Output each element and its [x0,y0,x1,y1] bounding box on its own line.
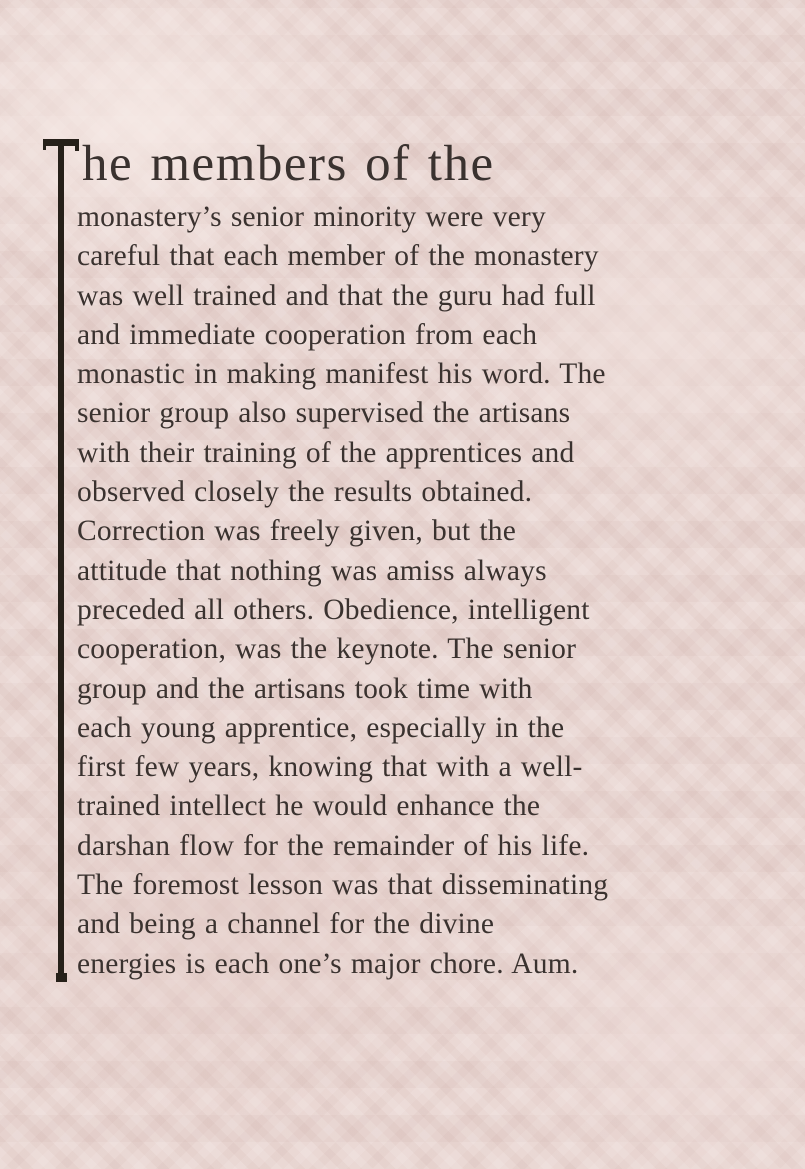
page-title: he members of the [82,136,495,192]
text-line: observed closely the results obtained. [77,476,533,509]
text-line: darshan flow for the remainder of his life. [77,829,590,862]
drop-cap-left-serif [43,139,46,150]
text-line: energies is each one’s major chore. Aum. [77,947,579,980]
text-line: careful that each member of the monastery [77,240,599,273]
drop-cap-foot [56,973,67,982]
text-line: monastery’s senior minority were very [77,201,546,233]
text-line: attitude that nothing was amiss always [77,554,547,587]
text-line: and being a channel for the divine [77,908,495,941]
body-text [77,198,608,984]
text-line: The foremost lesson was that disseminating [77,869,609,902]
text-line: senior group also supervised the artisans [77,397,571,430]
drop-cap-letter [0,0,1,1]
text-line: Correction was freely given, but the [77,515,517,548]
drop-cap-stem [58,139,64,982]
text-line: each young apprentice, especially in the [77,711,565,744]
text-line: cooperation, was the keynote. The senior [77,633,577,666]
text-line: preceded all others. Obedience, intelligent [77,593,590,626]
text-line: trained intellect he would enhance the [77,790,541,823]
text-line: group and the artisans took time with [77,672,533,705]
text-line: was well trained and that the guru had full [77,279,596,312]
text-line: with their training of the apprentices and [77,436,575,469]
text-line: monastic in making manifest his word. The [77,358,606,391]
drop-cap-right-serif [75,139,79,151]
text-line: first few years, knowing that with a well- [77,751,583,784]
text-line: and immediate cooperation from each [77,318,538,351]
